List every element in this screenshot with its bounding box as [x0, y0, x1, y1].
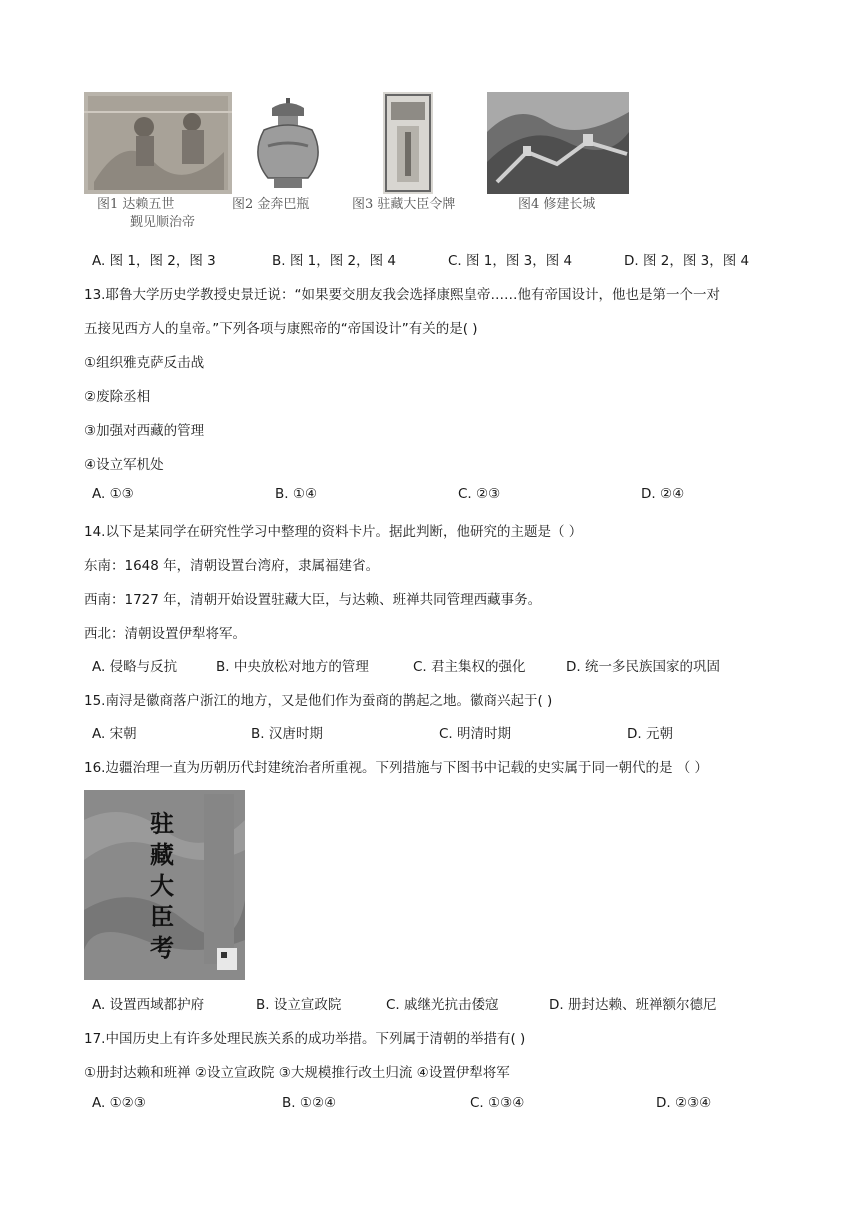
- token-image: [383, 92, 433, 194]
- q13-item-1: ①组织雅克萨反击战: [84, 355, 205, 371]
- fig4-caption: 图4 修建长城: [518, 197, 596, 212]
- q12-option-a: A. 图 1，图 2，图 3: [92, 253, 216, 269]
- q15-option-b: B. 汉唐时期: [251, 726, 323, 742]
- q13-option-a: A. ①③: [92, 486, 134, 502]
- q13-item-4: ④设立军机处: [84, 457, 164, 473]
- q13-item-2: ②废除丞相: [84, 389, 151, 405]
- q17-option-d: D. ②③④: [656, 1095, 712, 1111]
- q16-option-c: C. 戚继光抗击倭寇: [386, 997, 499, 1013]
- golden-urn-image: [246, 96, 330, 192]
- q17-option-b: B. ①②④: [282, 1095, 337, 1111]
- q15-option-d: D. 元朝: [627, 726, 673, 742]
- q14-stem: 14.以下是某同学在研究性学习中整理的资料卡片。据此判断，他研究的主题是（ ）: [84, 524, 583, 540]
- fig1-caption-line2: 觐见顺治帝: [130, 215, 196, 230]
- q16-stem: 16.边疆治理一直为历朝历代封建统治者所重视。下列措施与下图书中记载的史实属于同一朝代的是 （ ）: [84, 760, 709, 776]
- book-title-char-5: 考: [150, 933, 174, 962]
- q13-stem-line1: 13.耶鲁大学历史学教授史景迁说：“如果要交朋友我会选择康熙皇帝……他有帝国设计，他也是第一个一对: [84, 287, 720, 303]
- q17-option-a: A. ①②③: [92, 1095, 146, 1111]
- q16-option-b: B. 设立宣政院: [256, 997, 342, 1013]
- q13-option-d: D. ②④: [641, 486, 685, 502]
- q14-option-b: B. 中央放松对地方的管理: [216, 659, 369, 675]
- q12-option-c: C. 图 1，图 3，图 4: [448, 253, 573, 269]
- figure-4-great-wall: [487, 92, 629, 194]
- q17-stem: 17.中国历史上有许多处理民族关系的成功举措。下列属于清朝的举措有( ): [84, 1031, 526, 1047]
- q14-option-a: A. 侵略与反抗: [92, 659, 178, 675]
- book-title-char-3: 大: [150, 871, 174, 900]
- q16-option-d: D. 册封达赖、班禅额尔德尼: [549, 997, 717, 1013]
- q14-option-c: C. 君主集权的强化: [413, 659, 526, 675]
- q14-card-northwest: 西北：清朝设置伊犁将军。: [84, 626, 246, 642]
- q17-items: ①册封达赖和班禅 ②设立宣政院 ③大规模推行改土归流 ④设置伊犁将军: [84, 1065, 510, 1081]
- q14-card-southwest: 西南：1727 年，清朝开始设置驻藏大臣，与达赖、班禅共同管理西藏事务。: [84, 592, 542, 608]
- figure-3-token: [383, 92, 433, 194]
- q14-option-d: D. 统一多民族国家的巩固: [566, 659, 720, 675]
- fig1-caption-line1: 图1 达赖五世: [97, 197, 175, 212]
- q13-item-3: ③加强对西藏的管理: [84, 423, 205, 439]
- fig1-image: [84, 92, 232, 194]
- book-title-char-4: 臣: [150, 902, 174, 931]
- q16-option-a: A. 设置西域都护府: [92, 997, 205, 1013]
- q12-option-b: B. 图 1，图 2，图 4: [272, 253, 396, 269]
- figure-2-golden-urn: [246, 96, 330, 192]
- q15-option-a: A. 宋朝: [92, 726, 137, 742]
- book-title-char-1: 驻: [150, 809, 174, 838]
- figure-1-dalai-shunzhi: [84, 92, 232, 194]
- q14-card-southeast: 东南：1648 年，清朝设置台湾府，隶属福建省。: [84, 558, 380, 574]
- fig3-caption: 图3 驻藏大臣令牌: [352, 197, 456, 212]
- q17-option-c: C. ①③④: [470, 1095, 525, 1111]
- book-title: [144, 808, 180, 963]
- q13-stem-line2: 五接见西方人的皇帝。”下列各项与康熙帝的“帝国设计”有关的是( ): [84, 321, 478, 337]
- fig2-caption: 图2 金奔巴瓶: [232, 197, 310, 212]
- q12-option-d: D. 图 2，图 3，图 4: [624, 253, 750, 269]
- q15-option-c: C. 明清时期: [439, 726, 512, 742]
- q13-option-b: B. ①④: [275, 486, 318, 502]
- book-title-char-2: 藏: [150, 840, 174, 869]
- q16-book-image: [84, 790, 245, 980]
- great-wall-image: [487, 92, 629, 194]
- q15-stem: 15.南浔是徽商落户浙江的地方，又是他们作为蚕商的鹊起之地。徽商兴起于( ): [84, 693, 553, 709]
- q13-option-c: C. ②③: [458, 486, 501, 502]
